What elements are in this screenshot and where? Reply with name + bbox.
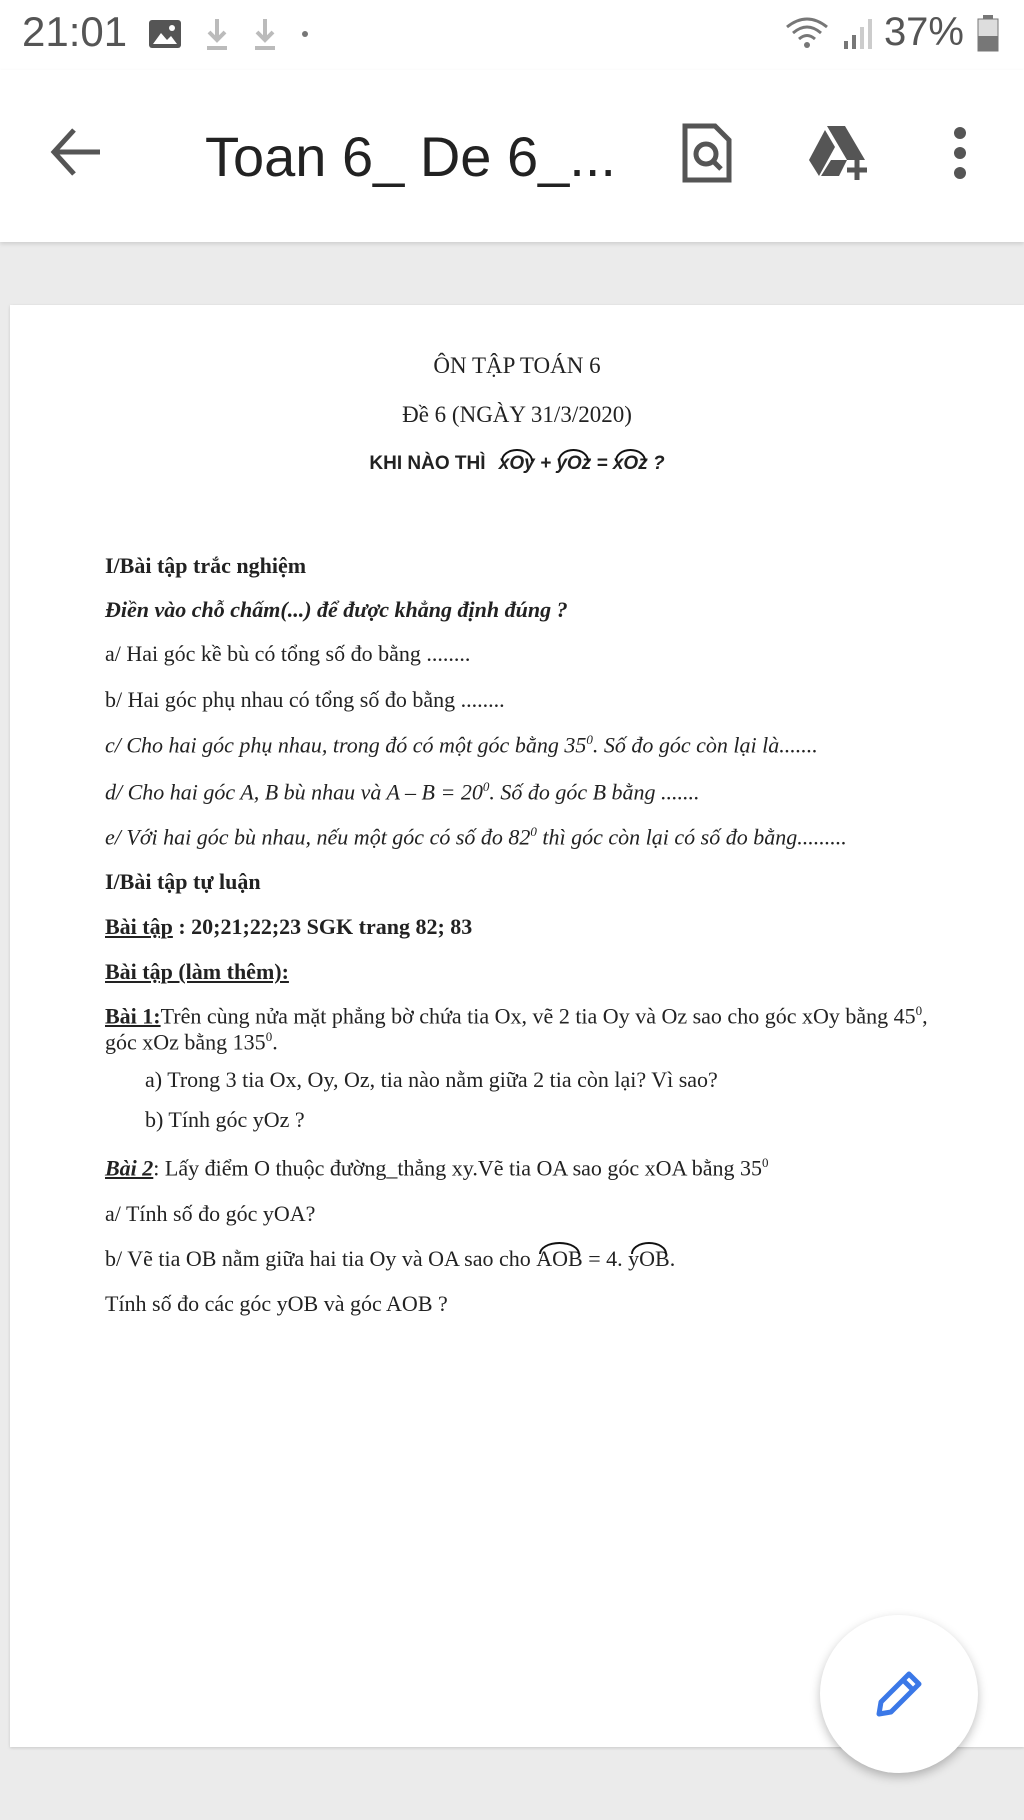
bai2-sup: 0	[762, 1155, 769, 1170]
bai2-question-c: Tính số đo các góc yOB và góc AOB ?	[105, 1291, 448, 1316]
status-system-icons	[784, 10, 1000, 55]
exercise-text: : 20;21;22;23 SGK trang 82; 83	[172, 914, 473, 939]
status-time: 21:01	[22, 8, 128, 55]
bai2-label: Bài 2	[105, 1155, 154, 1181]
section-essay-title: I/Bài tập tự luận	[105, 869, 261, 894]
question-c-text-end: . Số đo góc còn lại là.......	[592, 732, 818, 758]
bai1-text-comma: ,	[922, 1003, 928, 1029]
section-multiple-choice-title: I/Bài tập trắc nghiệm	[105, 553, 307, 578]
bai1-line2-text: góc xOz bằng 135	[105, 1029, 266, 1055]
angle-yoz: yOz	[556, 453, 592, 474]
angle-aob: AOB	[536, 1246, 583, 1271]
section-instruction: Điền vào chỗ chấm(...) để được khẳng định đúng ?	[105, 597, 568, 622]
document-title: Toan 6_ De 6_...	[205, 125, 616, 188]
question-c-sup: 0	[586, 732, 593, 747]
question-d	[105, 779, 700, 805]
angle-yob: yOB	[628, 1246, 670, 1271]
bai2-question-a: a/ Tính số đo góc yOA?	[105, 1201, 316, 1226]
edit-fab-button[interactable]	[820, 1615, 978, 1773]
download-notification-icon	[204, 17, 230, 51]
wifi-icon	[784, 15, 830, 51]
bai2-question-b	[105, 1246, 675, 1272]
question-a: a/ Hai góc kề bù có tổng số đo bằng ........	[105, 641, 471, 666]
bai2-text: : Lấy điểm O thuộc đường_thẳng xy.Vẽ tia OA sao góc xOA bằng 35	[153, 1155, 762, 1181]
app-bar	[0, 70, 1024, 242]
find-in-page-icon	[681, 122, 733, 184]
bai1-line1	[105, 1003, 928, 1029]
equals-sign: =	[591, 453, 613, 474]
plus-sign: +	[534, 453, 557, 474]
extra-exercise-label: Bài tập (làm thêm):	[105, 959, 289, 984]
bai2-b-text: b/ Vẽ tia OB nằm giữa hai tia Oy và OA sao cho	[105, 1246, 537, 1271]
back-arrow-icon	[48, 122, 108, 182]
question-prefix: KHI NÀO THÌ	[369, 453, 486, 474]
signal-icon	[842, 15, 872, 51]
question-d-sup: 0	[482, 779, 490, 794]
bai1-line2-end: .	[272, 1029, 278, 1055]
question-d-text: d/ Cho hai góc A, B bù nhau và A – B = 20	[105, 779, 483, 805]
question-b: b/ Hai góc phụ nhau có tổng số đo bằng ........	[105, 687, 505, 712]
exercise-line	[105, 914, 472, 940]
status-notification-icons	[148, 16, 310, 52]
status-bar	[0, 0, 1024, 70]
bai1-sup1: 0	[915, 1003, 923, 1018]
bai1-text: Trên cùng nửa mặt phẳng bờ chứa tia Ox, vẽ 2 tia Oy và Oz sao cho góc xOy bằng 45	[160, 1003, 916, 1029]
question-d-text-end: . Số đo góc B bằng .......	[489, 779, 700, 805]
back-button[interactable]	[48, 122, 108, 182]
more-vert-icon	[952, 125, 968, 181]
more-options-button[interactable]	[925, 118, 995, 188]
angle-xoz: xOz	[612, 453, 648, 474]
question-e-sup: 0	[530, 824, 537, 839]
download-notification-icon-2	[252, 17, 278, 51]
bottom-background	[0, 1760, 1024, 1820]
question-c-text: c/ Cho hai góc phụ nhau, trong đó có một góc bằng 35	[105, 732, 587, 758]
doc-header-date: Đề 6 (NGÀY 31/3/2020)	[402, 402, 632, 427]
bai1-question-b: b) Tính góc yOz ?	[145, 1107, 305, 1132]
doc-header-title: ÔN TẬP TOÁN 6	[433, 353, 601, 378]
question-e	[105, 824, 847, 850]
add-to-drive-button[interactable]	[805, 118, 875, 188]
more-notifications-dot-icon	[300, 29, 310, 39]
bai1-question-a: a) Trong 3 tia Ox, Oy, Oz, tia nào nằm giữa 2 tia còn lại? Vì sao?	[145, 1067, 718, 1092]
bai2-b-mid: = 4.	[582, 1246, 629, 1271]
exercise-label: Bài tập	[105, 914, 173, 939]
question-suffix: ?	[647, 453, 665, 474]
battery-icon	[976, 14, 1000, 52]
question-c	[105, 732, 818, 758]
drive-add-icon	[807, 124, 873, 182]
document-page	[10, 305, 1024, 1747]
question-e-text-end: thì góc còn lại có số đo bằng.........	[536, 824, 847, 850]
gallery-notification-icon	[148, 19, 182, 49]
angle-xoy: xOy	[498, 453, 535, 474]
bai1-line2	[105, 1029, 278, 1055]
edit-pencil-icon	[869, 1664, 929, 1724]
bai2-line1	[105, 1155, 769, 1181]
battery-percent: 37%	[883, 10, 964, 54]
doc-header-question	[10, 453, 1024, 475]
find-in-page-button[interactable]	[672, 118, 742, 188]
question-e-text: e/ Với hai góc bù nhau, nếu một góc có số đo 82	[105, 824, 531, 850]
bai1-sup2: 0	[265, 1029, 273, 1044]
bai2-b-end: .	[669, 1246, 676, 1271]
bai1-label: Bài 1:	[105, 1003, 161, 1029]
